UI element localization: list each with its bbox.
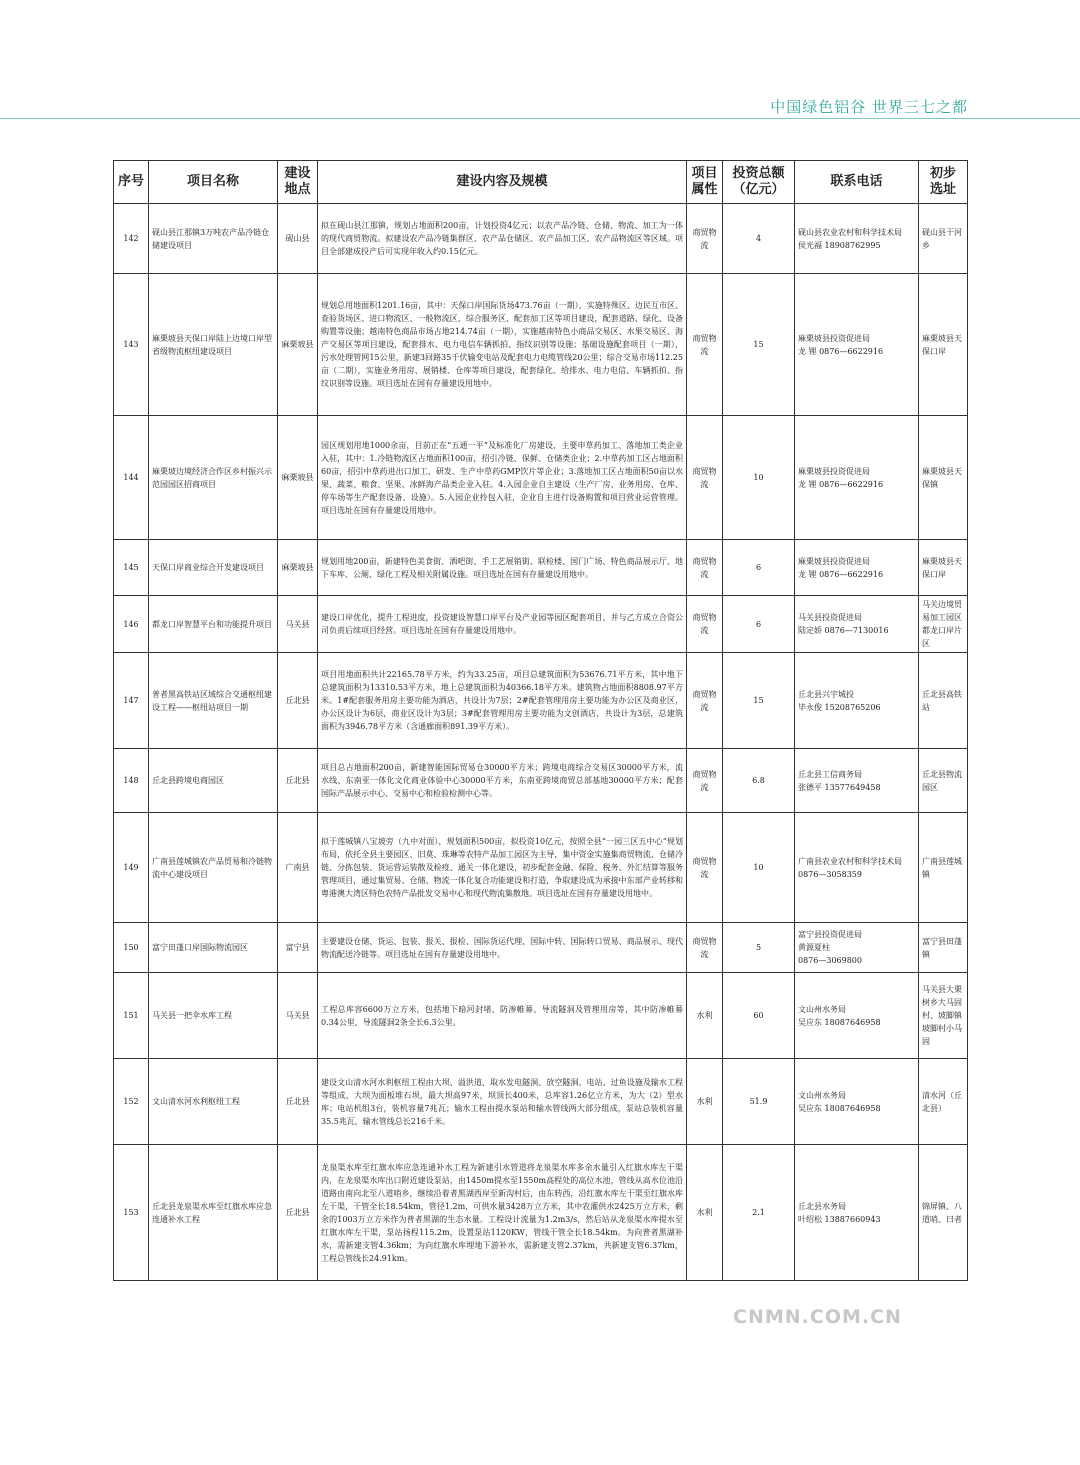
table-row [114,653,968,749]
cell-location: 麻栗坡县 [278,540,318,596]
cell-name: 天保口岸商业综合开发建设项目 [149,540,278,596]
cell-name: 富宁田蓬口岸国际物流园区 [149,923,278,973]
cell-location: 马关县 [278,973,318,1059]
cell-investment: 6 [723,540,795,596]
cell-type: 商贸物流 [687,813,723,923]
cell-contact: 文山州水务局 吴应东 18087646958 [795,973,919,1059]
table-row [114,204,968,274]
cell-type: 水利 [687,973,723,1059]
header-col-name: 项目名称 [149,161,278,204]
cell-investment: 15 [723,274,795,416]
table-body [114,204,968,1281]
cell-contact: 富宁县投资促进局 黄源夏柱 0876—3069800 [795,923,919,973]
cell-name: 麻栗坡边境经济合作区乡村振兴示范园园区招商项目 [149,416,278,540]
cell-investment: 6.8 [723,749,795,813]
cell-no: 144 [114,416,149,540]
cell-no: 147 [114,653,149,749]
cell-site: 砚山县干河乡 [919,204,968,274]
cell-name: 普者黑高铁站区域综合交通枢纽建设工程——枢纽站项目一期 [149,653,278,749]
cell-contact: 广南县农业农村和科学技术局 0876—3058359 [795,813,919,923]
header-col-contact: 联系电话 [795,161,919,204]
cell-site: 广南县莲城镇 [919,813,968,923]
cell-no: 143 [114,274,149,416]
header-col-content: 建设内容及规模 [318,161,687,204]
cell-content: 规划总用地面积1201.16亩，其中：天保口岸国际货场473.76亩（一期），实施特殊区、边民互市区、查验货场区、进口物流区、一般物流区、综合服务区、配套加工区等项目建设，配套道路、绿化、设备购置等设施；越南特色商品市场占地214.74亩（一期），实施越南特色小商品交易区、水果交易区、海产交易区等项目建设，配套排水、电力电信车辆抓拍、指纹识别等设施；基础设施配套项目（一期），污水处理管网15公里，新建3回路35千伏输变电站及配套电力电缆管线20公里；综合交易市场112.25亩（二期），实施业务用房、展销楼、仓库等项目建设，配套绿化、给排水、电力电信、车辆抓拍、指纹识别等设施。项目选址在国有存量建设用地中。 [318,274,687,416]
cell-site: 锦屏镇、八道哨、曰者 [919,1145,968,1281]
table-row [114,1059,968,1145]
table-row [114,596,968,653]
cell-name: 麻栗坡县天保口岸陆上边境口岸型省级物流枢纽建设项目 [149,274,278,416]
cell-site: 麻栗坡县天保口岸 [919,274,968,416]
table-row [114,749,968,813]
cell-content: 龙泉渠水库至红旗水库应急连通补水工程为新建引水管道将龙泉渠水库多余水量引入红旗水库左干渠内，在龙泉渠水库出口附近建设泵站，由1450m提水至1550m高程处的高位水池，管线从高水位池沿道路由南向北至八道哨乡，继续沿着者黑湖西岸至新沟村后，由东转西，沿红旗水库左干渠至红旗水库左干渠，干管全长18.54km，管径1.2m，可供水量3428万立方米，其中农灌供水2425万立方米，剩余的1003万立方米作为普者黑湖的生态水量。工程设计流量为1.2m3/s，然后站从龙泉渠水库提水至红旗水库左干渠，泵站扬程115.2m，设置泵站1120KW，管线干管全长18.54km。为向普者黑湖补水，需新建支管4.36km；为向红旗水库埋地下游补水，需新建支管2.37km，共新建支管6.37km，工程总管线长24.91km。 [318,1145,687,1281]
cell-type: 水利 [687,1059,723,1145]
cell-investment: 5 [723,923,795,973]
cell-location: 麻栗坡县 [278,274,318,416]
header-col-investment: 投资总额 （亿元） [723,161,795,204]
header-divider [0,118,1080,119]
cell-location: 麻栗坡县 [278,416,318,540]
cell-contact: 马关县投资促进局 陆定娇 0876—7130016 [795,596,919,653]
cell-site: 丘北县高铁站 [919,653,968,749]
cell-type: 商贸物流 [687,540,723,596]
table-row [114,813,968,923]
cell-type: 商贸物流 [687,923,723,973]
cell-contact: 砚山县农业农村和科学技术局 侯光福 18908762995 [795,204,919,274]
cell-contact: 文山州水务局 吴应东 18087646958 [795,1059,919,1145]
cell-contact: 麻栗坡县投资促进局 龙 锂 0876—6622916 [795,416,919,540]
table-row [114,540,968,596]
cell-name: 文山清水河水利枢纽工程 [149,1059,278,1145]
cell-contact: 麻栗坡县投资促进局 龙 锂 0876—6622916 [795,274,919,416]
cell-name: 丘北县龙泉渠水库至红旗水库应急连通补水工程 [149,1145,278,1281]
header-col-location: 建设 地点 [278,161,318,204]
cell-location: 丘北县 [278,1059,318,1145]
project-table [113,160,968,1281]
cell-no: 149 [114,813,149,923]
cell-name: 马关县一把伞水库工程 [149,973,278,1059]
cell-no: 153 [114,1145,149,1281]
cell-location: 马关县 [278,596,318,653]
cell-investment: 51.9 [723,1059,795,1145]
cell-site: 马关县大栗树乡大马固村、坡脚镇坡脚村小马固 [919,973,968,1059]
cell-no: 145 [114,540,149,596]
header-col-type: 项目 属性 [687,161,723,204]
cell-investment: 10 [723,813,795,923]
cell-type: 商贸物流 [687,274,723,416]
cell-contact: 丘北县工信商务局 张德平 13577649458 [795,749,919,813]
header-col-no: 序号 [114,161,149,204]
table-row [114,973,968,1059]
cell-location: 富宁县 [278,923,318,973]
cell-name: 丘北县跨境电商园区 [149,749,278,813]
cell-site: 麻栗坡县天保口岸 [919,540,968,596]
cell-investment: 10 [723,416,795,540]
cell-content: 园区规划用地1000余亩，目前正在“五通一平”及标准化厂房建设，主要申草药加工、落地加工类企业入驻，其中：1.冷链物流区占地面积100亩，招引冷链、保鲜、仓储类企业；2.中草药加工区占地面积60亩，招引中草药进出口加工、研发、生产中草药GMP饮片等企业；3.落地加工区占地面积50亩以水果、蔬菜、粮食、坚果、冰鲜海产品类企业入驻。4.入园企业自主建设（生产厂房、业务用房、仓库、停车场等生产配套设备、设施）。5.入园企业拎包入驻，企业自主进行设备购置和项目营业运营管理。项目选址在国有存量建设用地中。 [318,416,687,540]
cell-site: 马关边境贸易加工园区都龙口岸片区 [919,596,968,653]
cell-content: 项目总占地面积200亩，新建智能国际贸易仓30000平方米；跨境电商综合交易区30000平方米，流水线、东南亚一体化文化商业体验中心30000平方米，东南亚跨境商贸总部基地30000平方米；配套国际产品展示中心、交易中心和检验检测中心等。 [318,749,687,813]
cell-contact: 丘北县水务局 叶绍松 13887660943 [795,1145,919,1281]
cell-type: 水利 [687,1145,723,1281]
cell-investment: 60 [723,973,795,1059]
cell-no: 146 [114,596,149,653]
cell-investment: 4 [723,204,795,274]
cell-no: 150 [114,923,149,973]
cell-content: 规划用地200亩，新建特色美食街、酒吧街、手工艺展销街、联检楼、国门广场、特色商品展示厅、地下车库、公厕、绿化工程及相关附属设施。项目选址在国有存量建设用地中。 [318,540,687,596]
cell-no: 142 [114,204,149,274]
header-col-site: 初步 选址 [919,161,968,204]
cell-site: 清水河（丘北县） [919,1059,968,1145]
cell-content: 拟于莲城镇八宝坡旁（九中对面），规划面积500亩，拟投资10亿元，按照全县“一园三区五中心”规划布局，依托全县主要园区、旧莫、珠琳等农特产品加工园区为主导，集中资金实施集商贸物流、仓储冷链、分拣包装、货运营运装散及检疫、通关一体化建设，初步配套金融、保险、税务、外汇结算等服务管理项目，通过集贸易、仓储、物流一体化复合功能建设和打造，争取建设成为承接中东部产业转移和粤港澳大湾区特色农特产品批发交易中心和现代物流集散地。项目选址在国有存量建设用地中。 [318,813,687,923]
cell-site: 麻栗坡县天保镇 [919,416,968,540]
cell-content: 建设文山清水河水利枢纽工程由大坝、溢洪道、取水发电隧洞、放空隧洞、电站、过鱼设施及输水工程等组成，大坝为面板堆石坝，最大坝高97米，坝顶长400米，总库容1.26亿立方米，为大（2）型水库；电站机组3台，装机容量7兆瓦；输水工程由提水泵站和输水管线两大部分组成，泵站总装机容量35.5兆瓦，输水管线总长216千米。 [318,1059,687,1145]
cell-no: 148 [114,749,149,813]
watermark: CNMN.COM.CN [733,1306,902,1328]
cell-type: 商贸物流 [687,749,723,813]
cell-name: 都龙口岸智慧平台和功能提升项目 [149,596,278,653]
table-header-row [114,161,968,204]
table-row [114,274,968,416]
cell-name: 广南县莲城镇农产品贸易和冷链物流中心建设项目 [149,813,278,923]
page-header-title: 中国绿色铝谷 世界三七之都 [770,98,968,116]
table-row [114,1145,968,1281]
cell-location: 广南县 [278,813,318,923]
cell-investment: 15 [723,653,795,749]
cell-name: 砚山县江那镇3万吨农产品冷链仓储建设项目 [149,204,278,274]
cell-contact: 麻栗坡县投资促进局 龙 锂 0876—6622916 [795,540,919,596]
cell-location: 丘北县 [278,653,318,749]
cell-site: 富宁县田蓬镇 [919,923,968,973]
cell-type: 商贸物流 [687,416,723,540]
cell-location: 丘北县 [278,749,318,813]
cell-no: 152 [114,1059,149,1145]
cell-content: 工程总库容6600万立方米，包括地下暗河封堵、防渗帷幕、导流隧洞及管理用房等，其中防渗帷幕0.34公里，导流隧洞2条全长6.3公里。 [318,973,687,1059]
cell-type: 商贸物流 [687,596,723,653]
cell-investment: 2.1 [723,1145,795,1281]
cell-content: 项目用地面积共计22165.78平方米，约为33.25亩，项目总建筑面积为53676.71平方米，其中地下总建筑面积为13310.53平方米，地上总建筑面积为40366.18平方米。建筑物占地面积8808.97平方米。1#配套服务用房主要功能为酒店，共设计为7层；2#配套管理用房主要功能为办公区及商业区，办公区设计为6层，商业区设计为3层；3#配套管理用房主要功能为文创酒店，共设计为3层，总建筑面积为3946.78平方米（含通廊面积891.39平方米）。 [318,653,687,749]
cell-contact: 丘北县兴宇城投 毕永俊 15208765206 [795,653,919,749]
cell-investment: 6 [723,596,795,653]
cell-location: 丘北县 [278,1145,318,1281]
cell-type: 商贸物流 [687,204,723,274]
table-row [114,416,968,540]
cell-no: 151 [114,973,149,1059]
cell-content: 拟在砚山县江那镇，规划占地面积200亩，计划投资4亿元；以农产品冷链、仓储、物流、加工为一体的现代商贸物流。拟建设农产品冷链集群区、农产品仓储区、农产品加工区、农产品物流区等区域。项目全部建成投产后可实现年收入约0.15亿元。 [318,204,687,274]
table-row [114,923,968,973]
cell-content: 建设口岸优化，提升工程进度，投资建设智慧口岸平台及产业园等园区配套项目，并与乙方成立合资公司负责后续项目经营。项目选址在国有存量建设用地中。 [318,596,687,653]
cell-location: 砚山县 [278,204,318,274]
cell-type: 商贸物流 [687,653,723,749]
cell-site: 丘北县物流园区 [919,749,968,813]
cell-content: 主要建设仓储、货运、包装、报关、报检、国际货运代理、国际中转、国际转口贸易、商品展示、现代物流配送冷链等。项目选址在国有存量建设用地中。 [318,923,687,973]
